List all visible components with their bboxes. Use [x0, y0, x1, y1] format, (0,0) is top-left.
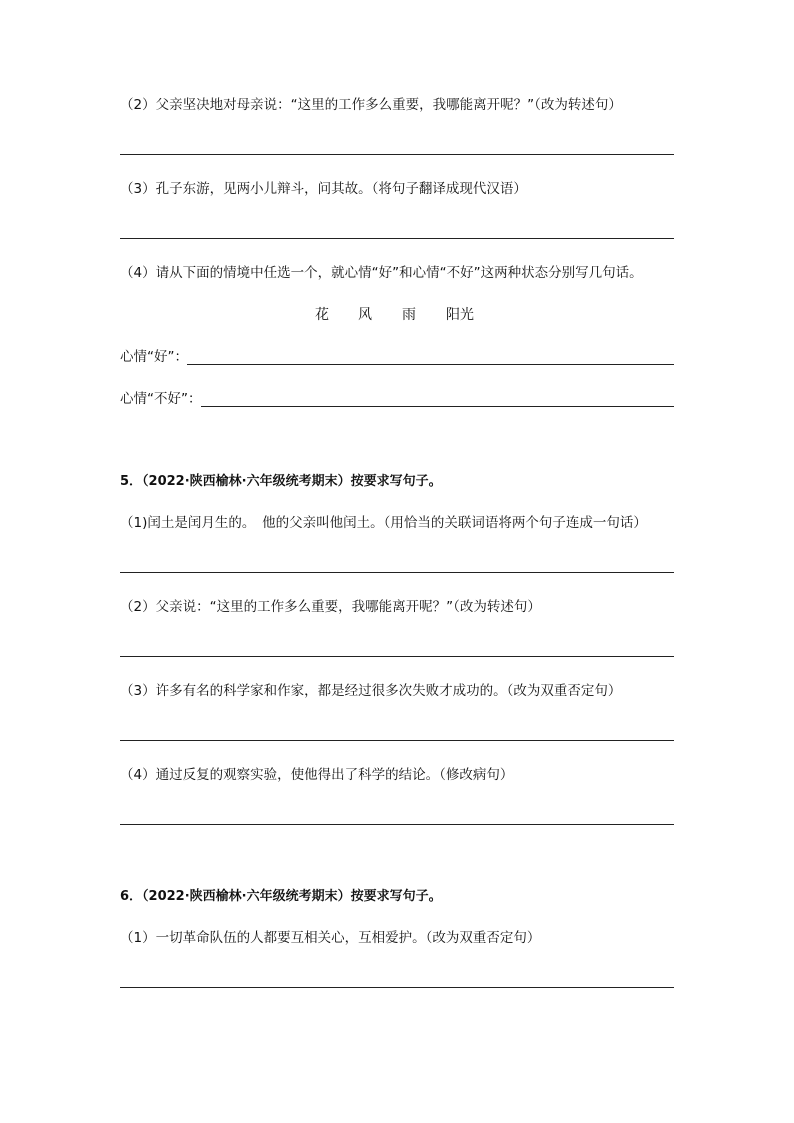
- question-4-4: （4）请从下面的情境中任选一个，就心情“好”和心情“不好”这两种状态分别写几句话。: [120, 265, 643, 281]
- answer-line-6-1[interactable]: [120, 987, 674, 988]
- answer-line-5-3[interactable]: [120, 740, 674, 741]
- answer-line-5-4[interactable]: [120, 824, 674, 825]
- question-5-2: （2）父亲说：“这里的工作多么重要，我哪能离开呢？”（改为转述句）: [120, 599, 541, 615]
- section-6-heading: 6．（2022·陕西榆林·六年级统考期末）按要求写句子。: [120, 889, 442, 904]
- question-6-1: （1）一切革命队伍的人都要互相关心，互相爱护。（改为双重否定句）: [120, 930, 541, 946]
- scenario-word: 雨: [402, 307, 416, 323]
- mood-good-label: 心情“好”：: [120, 349, 188, 365]
- scenario-word-list: [0, 306, 794, 326]
- answer-line-4-3[interactable]: [120, 238, 674, 239]
- answer-line-4-2[interactable]: [120, 154, 674, 155]
- answer-line-5-1[interactable]: [120, 572, 674, 573]
- question-4-2: （2）父亲坚决地对母亲说：“这里的工作多么重要，我哪能离开呢？”（改为转述句）: [120, 97, 622, 113]
- section-5-heading: 5．（2022·陕西榆林·六年级统考期末）按要求写句子。: [120, 474, 442, 489]
- answer-line-5-2[interactable]: [120, 656, 674, 657]
- mood-good-answer-line[interactable]: [187, 364, 674, 365]
- mood-bad-answer-line[interactable]: [201, 406, 674, 407]
- scenario-word: 风: [358, 307, 372, 323]
- question-5-4: （4）通过反复的观察实验，使他得出了科学的结论。（修改病句）: [120, 767, 514, 783]
- question-5-1: （1)闰土是闰月生的。 他的父亲叫他闰土。（用恰当的关联词语将两个句子连成一句话）: [120, 515, 647, 531]
- mood-bad-label: 心情“不好”：: [120, 391, 202, 407]
- question-5-3: （3）许多有名的科学家和作家，都是经过很多次失败才成功的。（改为双重否定句）: [120, 683, 622, 699]
- scenario-word: 花: [315, 307, 329, 323]
- question-4-3: （3）孔子东游，见两小儿辩斗，问其故。（将句子翻译成现代汉语）: [120, 181, 527, 197]
- scenario-word: 阳光: [446, 307, 474, 323]
